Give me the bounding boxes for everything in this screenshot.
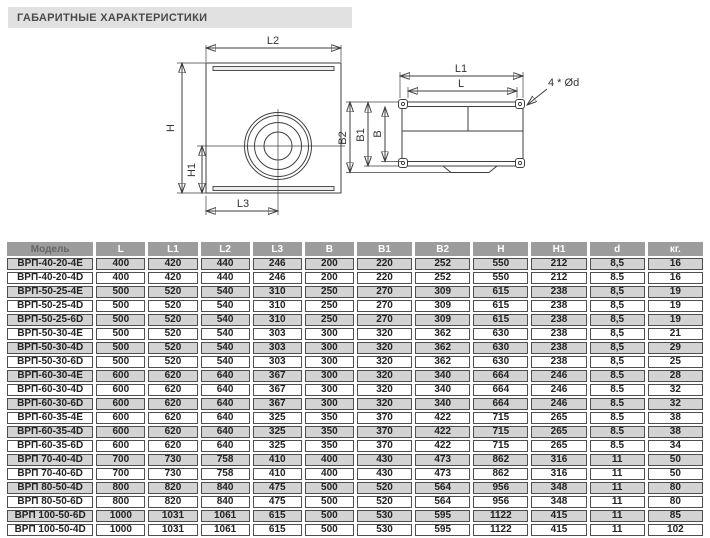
dimension-cell: 265 (531, 412, 586, 424)
dimension-cell: 250 (305, 314, 354, 326)
dimension-cell: 700 (96, 454, 145, 466)
model-cell: ВРП 100-50-4D (7, 524, 93, 536)
dimension-cell: 320 (357, 356, 412, 368)
dimension-cell: 16 (648, 258, 703, 270)
dimension-cell: 520 (148, 286, 197, 298)
model-cell: ВРП-60-30-4D (7, 384, 93, 396)
dimension-cell: 310 (253, 286, 302, 298)
dimension-cell: 220 (357, 258, 412, 270)
col-header-model: Модель (7, 242, 93, 256)
dimension-cell: 473 (415, 454, 470, 466)
dimension-cell: 325 (253, 412, 302, 424)
table-row (7, 300, 703, 312)
model-cell: ВРП-60-35-4D (7, 426, 93, 438)
dimension-cell: 300 (305, 342, 354, 354)
dimension-cell: 246 (531, 370, 586, 382)
dimension-cell: 238 (531, 342, 586, 354)
dimension-cell: 410 (253, 468, 302, 480)
holes-note-label: 4 * Ød (548, 77, 580, 89)
col-header-l3: L3 (253, 242, 302, 256)
model-cell: ВРП 70-40-4D (7, 454, 93, 466)
dimension-cell: 700 (96, 468, 145, 480)
dimension-cell: 595 (415, 510, 470, 522)
dimension-cell: 640 (201, 398, 250, 410)
dimension-cell: 520 (148, 356, 197, 368)
dimension-cell: 8,5 (590, 300, 645, 312)
dimension-cell: 238 (531, 328, 586, 340)
dimension-cell: 300 (305, 328, 354, 340)
dimension-cell: 820 (148, 482, 197, 494)
dimension-cell: 758 (201, 454, 250, 466)
dimension-cell: 430 (357, 454, 412, 466)
dimension-cell: 564 (415, 482, 470, 494)
table-header-row (7, 242, 703, 256)
dimension-cell: 220 (357, 272, 412, 284)
table-body (7, 258, 703, 536)
dimension-cell: 410 (253, 454, 302, 466)
model-cell: ВРП 70-40-6D (7, 468, 93, 480)
front-view (165, 35, 345, 215)
dimension-cell: 420 (148, 258, 197, 270)
dimension-cell: 11 (590, 510, 645, 522)
col-header-l1: L1 (148, 242, 197, 256)
model-cell: ВРП 100-50-6D (7, 510, 93, 522)
dimension-cell: 340 (415, 398, 470, 410)
dimension-cell: 615 (473, 286, 528, 298)
dimension-cell: 246 (253, 258, 302, 270)
dimension-cell: 250 (305, 300, 354, 312)
dim-label-l: L (457, 78, 465, 90)
dimension-cell: 615 (473, 300, 528, 312)
dimension-cell: 303 (253, 342, 302, 354)
dim-label-h: H (165, 124, 177, 132)
dimension-cell: 664 (473, 398, 528, 410)
dimension-cell: 500 (96, 286, 145, 298)
dimension-cell: 367 (253, 370, 302, 382)
dimension-cell: 600 (96, 426, 145, 438)
dimension-cell: 630 (473, 342, 528, 354)
table-row (7, 398, 703, 410)
dimension-cell: 1122 (473, 524, 528, 536)
col-header-h: H (473, 242, 528, 256)
dimension-cell: 422 (415, 440, 470, 452)
dimension-cell: 238 (531, 356, 586, 368)
dimension-cell: 300 (305, 384, 354, 396)
dimension-cell: 730 (148, 468, 197, 480)
dimension-cell: 238 (531, 300, 586, 312)
dimension-cell: 422 (415, 426, 470, 438)
col-header-b: B (305, 242, 354, 256)
model-cell: ВРП-60-30-6D (7, 398, 93, 410)
dimension-cell: 246 (531, 384, 586, 396)
dimension-cell: 32 (648, 398, 703, 410)
dimension-cell: 8.5 (590, 370, 645, 382)
dimension-cell: 8,5 (590, 328, 645, 340)
dimension-cell: 303 (253, 328, 302, 340)
dimension-cell: 350 (305, 440, 354, 452)
dimension-cell: 630 (473, 356, 528, 368)
dimension-cell: 640 (201, 426, 250, 438)
dimension-cell: 1000 (96, 524, 145, 536)
dimension-cell: 473 (415, 468, 470, 480)
dimension-cell: 500 (96, 328, 145, 340)
dimension-cell: 600 (96, 440, 145, 452)
table-row (7, 258, 703, 270)
dimension-cell: 38 (648, 426, 703, 438)
dimension-cell: 19 (648, 286, 703, 298)
dimension-cell: 664 (473, 384, 528, 396)
dimension-cell: 500 (305, 524, 354, 536)
model-cell: ВРП-40-20-4D (7, 272, 93, 284)
dimension-cell: 520 (148, 328, 197, 340)
dimension-cell: 8.5 (590, 412, 645, 424)
dimension-cell: 564 (415, 496, 470, 508)
dimension-cell: 520 (357, 482, 412, 494)
dimension-cell: 8.5 (590, 440, 645, 452)
dimension-cell: 362 (415, 356, 470, 368)
dimension-cell: 8,5 (590, 258, 645, 270)
dimension-cell: 620 (148, 412, 197, 424)
model-cell: ВРП-50-25-4D (7, 300, 93, 312)
dimension-cell: 1031 (148, 524, 197, 536)
dimension-cell: 270 (357, 314, 412, 326)
dimension-cell: 367 (253, 398, 302, 410)
model-cell: ВРП 80-50-6D (7, 496, 93, 508)
table-row (7, 384, 703, 396)
model-cell: ВРП-50-30-4D (7, 342, 93, 354)
dimension-cell: 8.5 (590, 272, 645, 284)
dimension-cell: 265 (531, 426, 586, 438)
dimension-cell: 200 (305, 272, 354, 284)
dimension-cell: 8,5 (590, 356, 645, 368)
dimension-cell: 640 (201, 370, 250, 382)
dimension-cell: 600 (96, 384, 145, 396)
dimension-cell: 640 (201, 384, 250, 396)
dimension-cell: 25 (648, 356, 703, 368)
dimension-cell: 19 (648, 300, 703, 312)
table-row (7, 524, 703, 536)
dimension-cell: 29 (648, 342, 703, 354)
dimensions-table (4, 240, 706, 538)
side-view (337, 63, 579, 173)
table-row (7, 356, 703, 368)
dimension-cell: 19 (648, 314, 703, 326)
dimension-cell: 956 (473, 482, 528, 494)
dimension-cell: 820 (148, 496, 197, 508)
dimension-cell: 212 (531, 272, 586, 284)
dimension-cell: 8,5 (590, 342, 645, 354)
dimension-cell: 320 (357, 342, 412, 354)
dimension-cell: 362 (415, 328, 470, 340)
col-header-d: d (590, 242, 645, 256)
dimension-cell: 1000 (96, 510, 145, 522)
dimension-cell: 50 (648, 468, 703, 480)
dimension-cell: 300 (305, 370, 354, 382)
dimension-cell: 309 (415, 300, 470, 312)
table-row (7, 440, 703, 452)
table-row (7, 412, 703, 424)
dimension-cell: 500 (96, 342, 145, 354)
dimension-cell: 8.5 (590, 384, 645, 396)
dimension-cell: 340 (415, 370, 470, 382)
dimension-cell: 500 (96, 314, 145, 326)
dimension-cell: 340 (415, 384, 470, 396)
dimension-cell: 370 (357, 412, 412, 424)
dimension-cell: 320 (357, 398, 412, 410)
dimension-cell: 715 (473, 440, 528, 452)
dimension-cell: 540 (201, 342, 250, 354)
table-row (7, 286, 703, 298)
dimension-cell: 520 (148, 314, 197, 326)
dimension-cell: 8,5 (590, 314, 645, 326)
dimension-cell: 320 (357, 328, 412, 340)
dimension-cell: 238 (531, 286, 586, 298)
dimension-cell: 32 (648, 384, 703, 396)
dimension-cell: 350 (305, 412, 354, 424)
dim-label-h1: H1 (186, 162, 198, 178)
dimension-cell: 862 (473, 468, 528, 480)
dimension-cell: 550 (473, 272, 528, 284)
dimension-cell: 212 (531, 258, 586, 270)
dimension-cell: 475 (253, 482, 302, 494)
dimension-cell: 246 (253, 272, 302, 284)
dimension-cell: 600 (96, 370, 145, 382)
dimension-cell: 1061 (201, 524, 250, 536)
dimension-cell: 615 (253, 524, 302, 536)
dimension-cell: 422 (415, 412, 470, 424)
dimension-cell: 320 (357, 384, 412, 396)
dim-label-l3: L3 (236, 198, 250, 210)
dimension-cell: 1031 (148, 510, 197, 522)
dimension-cell: 620 (148, 384, 197, 396)
dimension-cell: 415 (531, 524, 586, 536)
dimension-cell: 840 (201, 482, 250, 494)
dimension-cell: 540 (201, 314, 250, 326)
dimension-cell: 440 (201, 272, 250, 284)
dimension-cell: 8,5 (590, 286, 645, 298)
dimension-cell: 303 (253, 356, 302, 368)
dimension-cell: 1061 (201, 510, 250, 522)
col-header-l2: L2 (201, 242, 250, 256)
dimension-cell: 500 (305, 482, 354, 494)
dimension-cell: 400 (96, 272, 145, 284)
model-cell: ВРП-60-30-4Е (7, 370, 93, 382)
dimension-cell: 310 (253, 314, 302, 326)
dimension-cell: 400 (305, 454, 354, 466)
dimension-cell: 956 (473, 496, 528, 508)
dimension-cell: 540 (201, 300, 250, 312)
dimension-cell: 595 (415, 524, 470, 536)
dimension-cell: 664 (473, 370, 528, 382)
model-cell: ВРП-50-25-4Е (7, 286, 93, 298)
model-cell: ВРП-50-30-4Е (7, 328, 93, 340)
dimension-cell: 430 (357, 468, 412, 480)
dimension-cell: 309 (415, 314, 470, 326)
dimension-cell: 800 (96, 482, 145, 494)
dimension-cell: 420 (148, 272, 197, 284)
dimension-cell: 250 (305, 286, 354, 298)
dim-label-b: B (372, 130, 384, 138)
dimension-cell: 270 (357, 286, 412, 298)
table-row (7, 468, 703, 480)
dimension-cell: 620 (148, 398, 197, 410)
dim-label-l2: L2 (266, 35, 280, 47)
col-header-l: L (96, 242, 145, 256)
dimension-cell: 50 (648, 454, 703, 466)
dimension-cell: 620 (148, 440, 197, 452)
dimension-cell: 80 (648, 482, 703, 494)
table-row (7, 342, 703, 354)
dimension-cell: 540 (201, 356, 250, 368)
dimension-cell: 270 (357, 300, 412, 312)
dimension-cell: 500 (305, 510, 354, 522)
dimension-cell: 630 (473, 328, 528, 340)
dimension-cell: 350 (305, 426, 354, 438)
dimension-cell: 500 (96, 300, 145, 312)
dimension-cell: 620 (148, 426, 197, 438)
dimension-cell: 16 (648, 272, 703, 284)
dimension-cell: 1122 (473, 510, 528, 522)
table-row (7, 328, 703, 340)
dimension-cell: 11 (590, 468, 645, 480)
dimension-cell: 28 (648, 370, 703, 382)
dimension-cell: 348 (531, 496, 586, 508)
dimension-cell: 246 (531, 398, 586, 410)
dimension-cell: 325 (253, 440, 302, 452)
dimension-cell: 316 (531, 468, 586, 480)
table-row (7, 272, 703, 284)
dimension-cell: 540 (201, 286, 250, 298)
model-cell: ВРП-50-25-6D (7, 314, 93, 326)
dimension-cell: 21 (648, 328, 703, 340)
dimension-cell: 715 (473, 412, 528, 424)
dimension-cell: 348 (531, 482, 586, 494)
dimension-cell: 320 (357, 370, 412, 382)
dimension-cell: 11 (590, 454, 645, 466)
dimension-cell: 85 (648, 510, 703, 522)
dimension-cell: 520 (148, 342, 197, 354)
dimension-cell: 415 (531, 510, 586, 522)
dimension-cell: 370 (357, 440, 412, 452)
table-row (7, 496, 703, 508)
dimension-cell: 38 (648, 412, 703, 424)
dimension-cell: 362 (415, 342, 470, 354)
dim-label-b2: B2 (337, 131, 349, 145)
dimension-cell: 80 (648, 496, 703, 508)
col-header-h1: H1 (531, 242, 586, 256)
dimension-cell: 309 (415, 286, 470, 298)
model-cell: ВРП-50-30-6D (7, 356, 93, 368)
dimension-cell: 730 (148, 454, 197, 466)
dimension-cell: 620 (148, 370, 197, 382)
model-cell: ВРП-60-35-4Е (7, 412, 93, 424)
table-row (7, 510, 703, 522)
dimension-cell: 310 (253, 300, 302, 312)
col-header-b2: B2 (415, 242, 470, 256)
dimension-cell: 800 (96, 496, 145, 508)
dimension-cell: 300 (305, 398, 354, 410)
dimension-cell: 8.5 (590, 398, 645, 410)
dimension-cell: 238 (531, 314, 586, 326)
dimension-cell: 758 (201, 468, 250, 480)
dimension-cell: 11 (590, 482, 645, 494)
dimension-cell: 34 (648, 440, 703, 452)
dimension-cell: 530 (357, 524, 412, 536)
dimension-cell: 640 (201, 440, 250, 452)
dimension-cell: 475 (253, 496, 302, 508)
dimension-cell: 367 (253, 384, 302, 396)
dimension-cell: 440 (201, 258, 250, 270)
table-row (7, 426, 703, 438)
table-row (7, 370, 703, 382)
dimension-cell: 615 (473, 314, 528, 326)
dimension-cell: 500 (305, 496, 354, 508)
dimension-cell: 530 (357, 510, 412, 522)
dimension-cell: 600 (96, 412, 145, 424)
model-cell: ВРП-60-35-6D (7, 440, 93, 452)
dimension-cell: 11 (590, 496, 645, 508)
section-title-bar (8, 7, 352, 28)
dimension-cell: 400 (96, 258, 145, 270)
dimension-cell: 840 (201, 496, 250, 508)
dimension-cell: 550 (473, 258, 528, 270)
dimension-cell: 252 (415, 272, 470, 284)
dimension-cell: 370 (357, 426, 412, 438)
dimension-cell: 520 (357, 496, 412, 508)
dimension-cell: 316 (531, 454, 586, 466)
model-cell: ВРП 80-50-4D (7, 482, 93, 494)
model-cell: ВРП-40-20-4Е (7, 258, 93, 270)
dimension-cell: 252 (415, 258, 470, 270)
col-header-b1: B1 (357, 242, 412, 256)
dimension-cell: 102 (648, 524, 703, 536)
dimension-cell: 615 (253, 510, 302, 522)
dimension-cell: 265 (531, 440, 586, 452)
dimension-cell: 8.5 (590, 426, 645, 438)
table-row (7, 314, 703, 326)
dimension-cell: 500 (96, 356, 145, 368)
dim-label-b1: B1 (355, 128, 367, 142)
dimension-cell: 640 (201, 412, 250, 424)
table-row (7, 454, 703, 466)
dimension-cell: 715 (473, 426, 528, 438)
table-row (7, 482, 703, 494)
dimension-cell: 11 (590, 524, 645, 536)
col-header-kg: кг. (648, 242, 703, 256)
dimension-cell: 600 (96, 398, 145, 410)
dimension-cell: 300 (305, 356, 354, 368)
dim-label-l1: L1 (454, 63, 468, 75)
dimension-cell: 862 (473, 454, 528, 466)
dimension-cell: 400 (305, 468, 354, 480)
section-title: ГАБАРИТНЫЕ ХАРАКТЕРИСТИКИ (17, 11, 208, 24)
dimension-cell: 200 (305, 258, 354, 270)
dimension-cell: 325 (253, 426, 302, 438)
dimension-cell: 540 (201, 328, 250, 340)
dimension-cell: 520 (148, 300, 197, 312)
technical-drawing (0, 30, 710, 240)
